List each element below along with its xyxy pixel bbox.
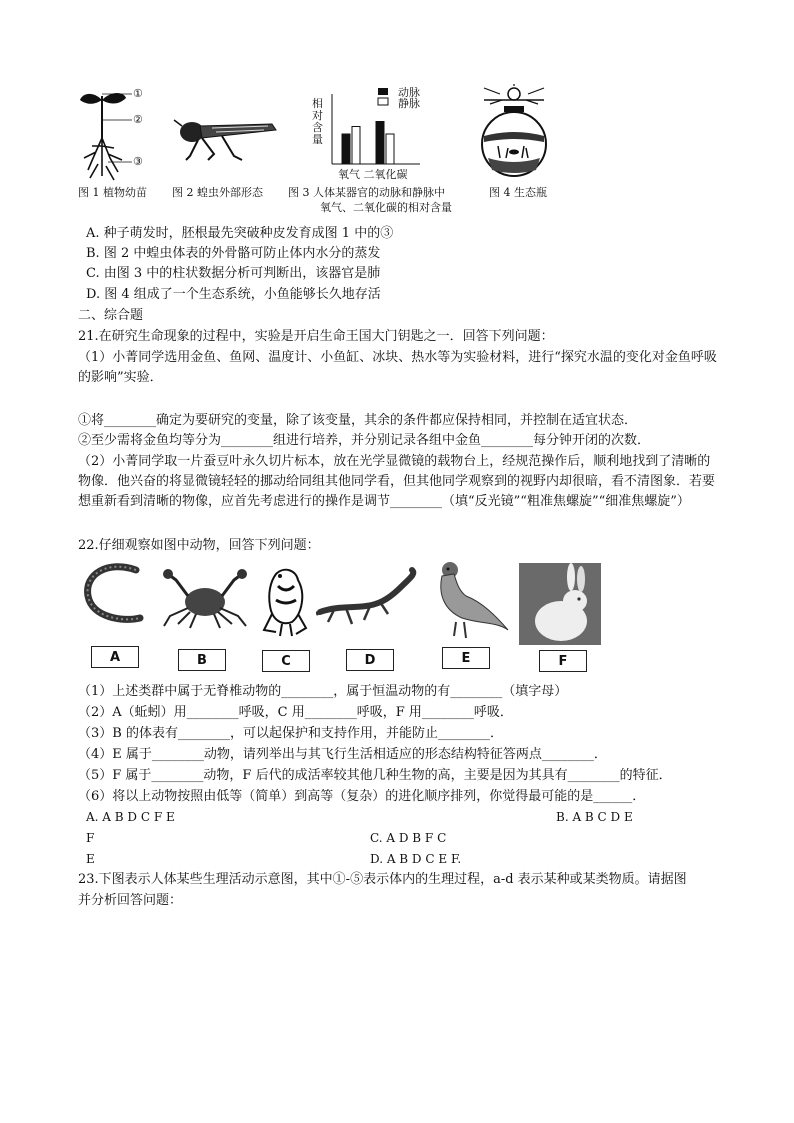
q20-option-d: D. 图 4 组成了一个生态系统，小鱼能够长久地存活 — [86, 287, 381, 302]
q22-option-d: D. A B D C E F. — [370, 852, 462, 866]
animal-label-e: E — [442, 647, 490, 669]
q22-line-2: （2）A（蚯蚓）用________呼吸，C 用________呼吸，F 用________呼吸． — [78, 705, 513, 720]
q22-line-4: （4）E 属于________动物，请列举出与其飞行生活相适应的形态结构特征答两点________． — [78, 747, 607, 762]
q22-line-6: （6）将以上动物按照由低等（简单）到高等（复杂）的进化顺序排列，你觉得最可能的是______． — [78, 789, 646, 804]
animal-label-f: F — [539, 650, 587, 672]
rabbit-image — [519, 563, 601, 645]
plant-seedling-figure — [74, 86, 149, 186]
q21-part1-b: ②至少需将金鱼均等分为________组进行培养，并分别记录各组中金鱼________每分钟开闭的次数． — [78, 433, 651, 448]
chart-ylabel: 相对含量 — [312, 97, 323, 146]
section-title: 二、综合题 — [78, 308, 144, 323]
q22-option-c: C. A D B F C — [370, 831, 447, 845]
lizard-image — [316, 566, 420, 638]
q23-line-2: 并分析回答问题： — [78, 893, 183, 908]
plant-label-2: ② — [133, 113, 143, 126]
q23-line-1: 23.下图表示人体某些生理活动示意图，其中①-⑤表示体内的生理过程，a-d 表示某种或某类物质。请据图 — [78, 872, 687, 887]
bar-vein-oxygen — [352, 127, 360, 165]
crab-image — [160, 566, 250, 632]
fig4-caption: 图 4 生态瓶 — [489, 186, 547, 199]
legend-artery: 动脉 — [398, 86, 420, 99]
legend-swatch-vein — [378, 98, 388, 105]
animal-label-c: C — [262, 650, 310, 672]
q21-part1: （1）小菁同学选用金鱼、鱼网、温度计、小鱼缸、冰块、热水等为实验材料，进行“探究水温的变化对金鱼呼吸的影响”实验． — [78, 350, 717, 385]
legend-vein: 静脉 — [398, 97, 420, 110]
bar-artery-co2 — [376, 122, 384, 165]
q22-option-a-tail: F — [86, 831, 95, 845]
animal-label-a: A — [91, 646, 139, 668]
q22-option-c-tail: E — [86, 852, 95, 866]
q20-option-a: A. 种子萌发时，胚根最先突破种皮发育成图 1 中的③ — [86, 226, 394, 241]
bar-artery-oxygen — [342, 134, 350, 164]
q21-stem: 21.在研究生命现象的过程中，实验是开启生命王国大门钥匙之一．回答下列问题： — [78, 329, 554, 344]
q22-option-b: B. A B C D E — [556, 810, 633, 824]
eco-bottle-figure — [474, 84, 554, 184]
plant-label-3: ③ — [133, 155, 143, 168]
frog-image — [262, 566, 312, 638]
earthworm-image — [78, 560, 150, 634]
q22-line-1: （1）上述类群中属于无脊椎动物的________，属于恒温动物的有________（填字母） — [78, 684, 568, 699]
q20-option-c: C. 由图 3 中的柱状数据分析可判断出，该器官是肺 — [86, 266, 381, 281]
q21-part2: （2）小菁同学取一片蚕豆叶永久切片标本，放在光学显微镜的载物台上，经规范操作后，顺利地找到了清晰的物像．他兴奋的将显微镜轻轻的挪动给同组其他同学看，但其他同学观察到的视野内却很暗，看不清图象．若要想重新看到清晰的物像，应首先考虑进行的操作是调节________（填“反光镜”“粗准焦螺旋”“细准焦螺旋”） — [78, 454, 716, 509]
animal-label-b: B — [178, 649, 226, 671]
legend-swatch-artery — [378, 88, 388, 95]
fig1-caption: 图 1 植物幼苗 — [78, 186, 147, 199]
pigeon-image — [432, 560, 512, 642]
grasshopper-figure — [172, 116, 280, 162]
q22-stem: 22.仔细观察如图中动物，回答下列问题： — [78, 538, 320, 553]
q20-option-b: B. 图 2 中蝗虫体表的外骨骼可防止体内水分的蒸发 — [86, 246, 381, 261]
q21-part1-a: ①将________确定为要研究的变量，除了该变量，其余的条件都应保持相同，并控制在适宜状态． — [78, 413, 638, 428]
fig3-caption-line1: 图 3 人体某器官的动脉和静脉中 — [288, 186, 445, 199]
bar-vein-co2 — [386, 134, 394, 164]
animal-label-d: D — [346, 649, 394, 671]
fig3-caption-line2: 氧气、二氧化碳的相对含量 — [320, 201, 452, 214]
chart-xlabel: 氧气 二氧化碳 — [338, 168, 408, 181]
q22-option-a: A. A B D C F E — [86, 810, 175, 824]
q22-line-5: （5）F 属于________动物，F 后代的成活率较其他几种生物的高，主要是因为其具有________的特征． — [78, 768, 672, 783]
q22-line-3: （3）B 的体表有________，可以起保护和支持作用，并能防止________． — [78, 726, 503, 741]
fig2-caption: 图 2 蝗虫外部形态 — [172, 186, 263, 199]
plant-label-1: ① — [133, 87, 143, 100]
